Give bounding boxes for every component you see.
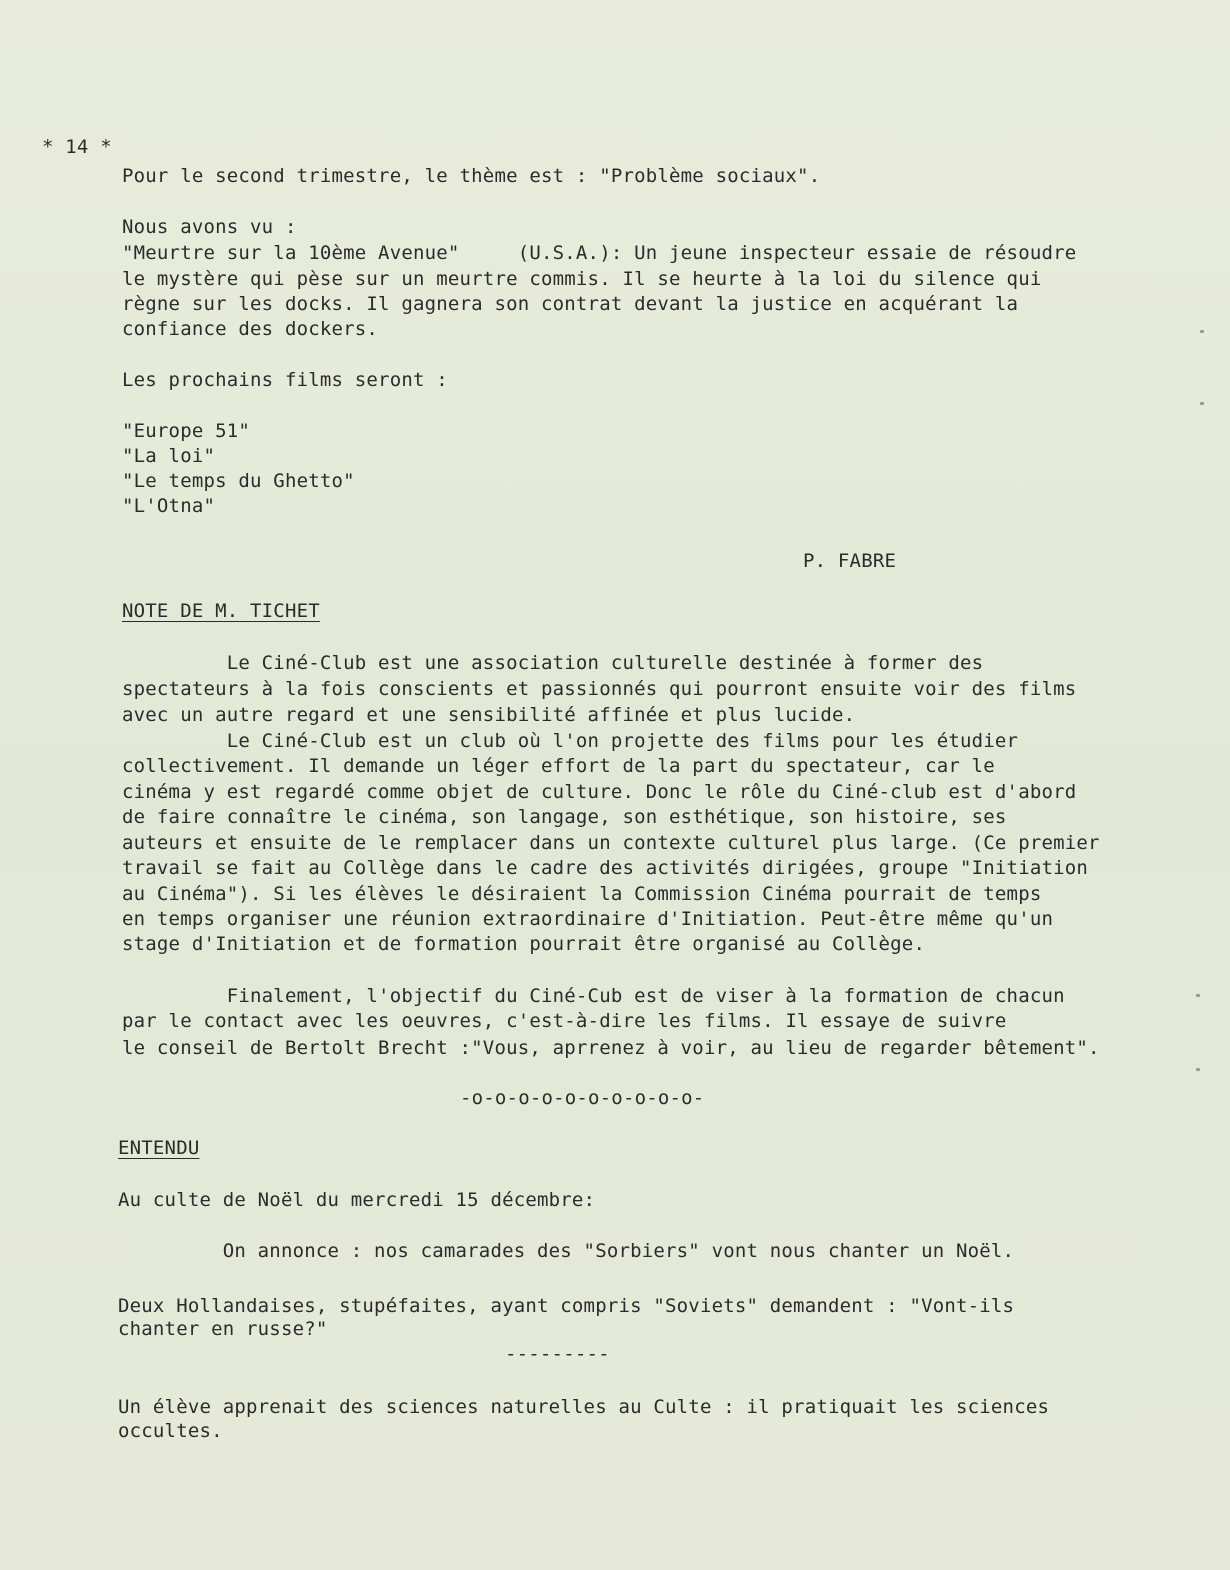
note-paragraph-line: par le contact avec les oeuvres, c'est-à-dire les films. Il essaye de suivre (122, 1010, 1007, 1032)
film-paragraph-line: confiance des dockers. (122, 318, 379, 340)
entendu-line: On annonce : nos camarades des "Sorbiers" vont nous chanter un Noël. (118, 1240, 1015, 1262)
section-separator: -o-o-o-o-o-o-o-o-o-o- (460, 1087, 705, 1109)
note-paragraph-line: cinéma y est regardé comme objet de culture. Donc le rôle du Ciné-club est d'abord (122, 781, 1077, 803)
entendu-line: Au culte de Noël du mercredi 15 décembre: (118, 1189, 596, 1211)
next-film-item: "La loi" (122, 445, 216, 467)
entendu-line: chanter en russe?" (118, 1318, 328, 1340)
paper-speck (1196, 994, 1200, 997)
next-films-heading: Les prochains films seront : (122, 369, 448, 391)
seen-heading: Nous avons vu : (122, 216, 297, 238)
note-paragraph-line: Le Ciné-Club est un club où l'on projette des films pour les étudier (122, 730, 1019, 752)
note-paragraph-line: au Cinéma"). Si les élèves le désiraient la Commission Cinéma pourrait de temps (122, 883, 1042, 905)
film-paragraph-line: "Meurtre sur la 10ème Avenue" (U.S.A.): Un jeune inspecteur essaie de résoudre (122, 242, 1077, 264)
film-paragraph-line: le mystère qui pèse sur un meurtre commis. Il se heurte à la loi du silence qui (122, 268, 1042, 290)
note-paragraph-line: travail se fait au Collège dans le cadre des activités dirigées, groupe "Initiation (122, 857, 1089, 879)
note-paragraph-line: avec un autre regard et une sensibilité affinée et plus lucide. (122, 704, 856, 726)
entendu-line: Un élève apprenait des sciences naturelles au Culte : il pratiquait les sciences (118, 1396, 1050, 1418)
film-paragraph-line: règne sur les docks. Il gagnera son contrat devant la justice en acquérant la (122, 293, 1019, 315)
next-film-item: "Europe 51" (122, 420, 251, 442)
note-heading: NOTE DE M. TICHET (122, 600, 320, 622)
note-paragraph-line: collectivement. Il demande un léger effort de la part du spectateur, car le (122, 755, 995, 777)
entendu-line: occultes. (118, 1420, 223, 1442)
theme-line: Pour le second trimestre, le thème est : "Problème sociaux". (122, 165, 821, 187)
paper-speck (1200, 402, 1204, 405)
note-paragraph-line: en temps organiser une réunion extraordinaire d'Initiation. Peut-être même qu'un (122, 908, 1054, 930)
note-paragraph-line: de faire connaître le cinéma, son langage, son esthétique, son histoire, ses (122, 806, 1007, 828)
note-paragraph-line: Finalement, l'objectif du Ciné-Cub est de viser à la formation de chacun (122, 985, 1065, 1007)
note-paragraph-line: auteurs et ensuite de le remplacer dans un contexte culturel plus large. (Ce premier (122, 832, 1100, 854)
note-paragraph-line: spectateurs à la fois conscients et passionnés qui pourront ensuite voir des films (122, 678, 1077, 700)
next-film-item: "Le temps du Ghetto" (122, 470, 355, 492)
note-paragraph-line: stage d'Initiation et de formation pourrait être organisé au Collège. (122, 933, 926, 955)
entendu-heading: ENTENDU (118, 1137, 200, 1159)
entendu-line: Deux Hollandaises, stupéfaites, ayant compris "Soviets" demandent : "Vont-ils (118, 1295, 1015, 1317)
paper-speck (1200, 330, 1204, 333)
note-paragraph-line: Le Ciné-Club est une association culturelle destinée à former des (122, 652, 984, 674)
paper-speck (1196, 1068, 1200, 1071)
signature: P. FABRE (803, 550, 897, 572)
note-paragraph-line: le conseil de Bertolt Brecht :"Vous, aprrenez à voir, au lieu de regarder bêtement". (122, 1037, 1100, 1059)
next-film-item: "L'Otna" (122, 495, 216, 517)
short-separator: --------- (505, 1343, 610, 1365)
page-number: * 14 * (42, 136, 112, 158)
